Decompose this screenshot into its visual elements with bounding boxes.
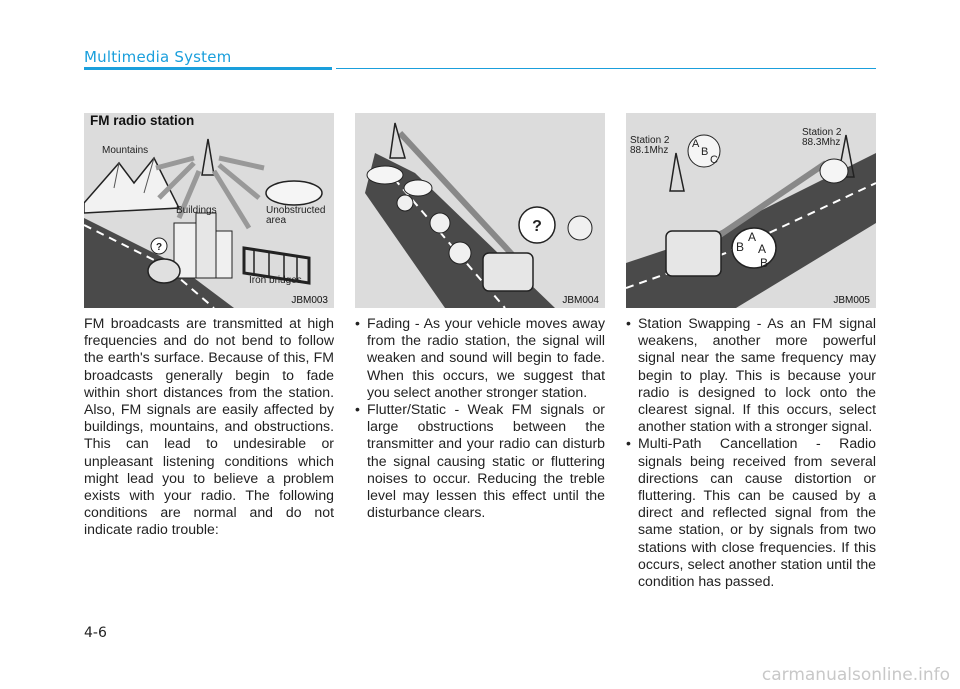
bullet-fading: • Fading - As your vehicle moves away from the radio station, the signal will weaken and sound will begin to fade. When this occurs, we suggest that you select another stronger station.	[355, 315, 605, 401]
bullet-multipath-cancellation: • Multi-Path Cancellation - Radio signals being received from several directions can cause distortion or fluttering. This can be caused by a direct and reflected signal from the same station, or by signals from two stations with close frequencies. If this occurs, select another station until the condition has passed.	[626, 435, 876, 590]
label-buildings: Buildings	[176, 205, 217, 216]
fig2-question-mark: ?	[532, 218, 542, 235]
station-swapping-illustration	[626, 113, 876, 308]
figure-code: JBM004	[562, 295, 599, 306]
fm-station-illustration	[84, 113, 334, 308]
column-3-text	[626, 315, 876, 590]
column-1-text	[84, 315, 334, 539]
fig1-question-mark: ?	[155, 242, 163, 253]
bullet-station-swapping: • Station Swapping - As an FM signal weakens, another more powerful signal near the same frequency may begin to play. This is because your radio is designed to lock onto the clearest signal. If this occurs, select another station with a stronger signal.	[626, 315, 876, 435]
figure-fading	[355, 113, 605, 308]
header-accent-rule	[84, 67, 332, 70]
car-label-b2: B	[760, 256, 769, 270]
header-divider	[336, 68, 876, 69]
label-iron-bridges: Iron bridges	[249, 275, 302, 286]
figure-station-swapping	[626, 113, 876, 308]
fading-illustration	[355, 113, 605, 308]
car-label-a2: A	[758, 242, 767, 256]
abc-label-c: C	[710, 154, 718, 166]
watermark: carmanualsonline.info	[761, 665, 950, 685]
car-label-a: A	[748, 230, 757, 244]
conditions-list-2	[626, 315, 876, 590]
car-label-b1: B	[736, 240, 745, 254]
label-station-a-freq: 88.1Mhz	[630, 145, 669, 156]
column-2-text	[355, 315, 605, 521]
label-area: area	[266, 215, 287, 226]
label-station-a-name: Station 2	[630, 135, 670, 146]
fm-intro-paragraph: FM broadcasts are transmitted at high frequencies and do not bend to follow the earth's surface. Because of this, FM broadcasts generally begin to fade within short distances from the station. Also, FM signals are easily affected by buildings, mountains, and obstructions. This can lead to undesirable or unpleasant listening conditions which might lead you to believe a problem exists with your radio. The following conditions are normal and do not indicate radio trouble:	[84, 315, 334, 538]
conditions-list-1	[355, 315, 605, 521]
figure-code: JBM005	[833, 295, 870, 306]
label-station-b-name: Station 2	[802, 127, 842, 138]
figure-code: JBM003	[291, 295, 328, 306]
figure-fm-radio-station	[84, 113, 334, 308]
bullet-flutter-static: • Flutter/Static - Weak FM signals or large obstructions between the transmitter and your radio can disturb the signal causing static or fluttering noises to occur. Reducing the treble level may lessen this effect until the disturbance clears.	[355, 401, 605, 521]
abc-label-b: B	[701, 146, 709, 158]
label-mountains: Mountains	[102, 145, 149, 156]
figure-title: FM radio station	[90, 113, 195, 128]
label-unobstructed: Unobstructed	[266, 205, 326, 216]
section-title: Multimedia System	[84, 48, 232, 66]
page-number: 4-6	[84, 625, 107, 641]
label-station-b-freq: 88.3Mhz	[802, 137, 841, 148]
abc-label-a: A	[692, 138, 700, 150]
